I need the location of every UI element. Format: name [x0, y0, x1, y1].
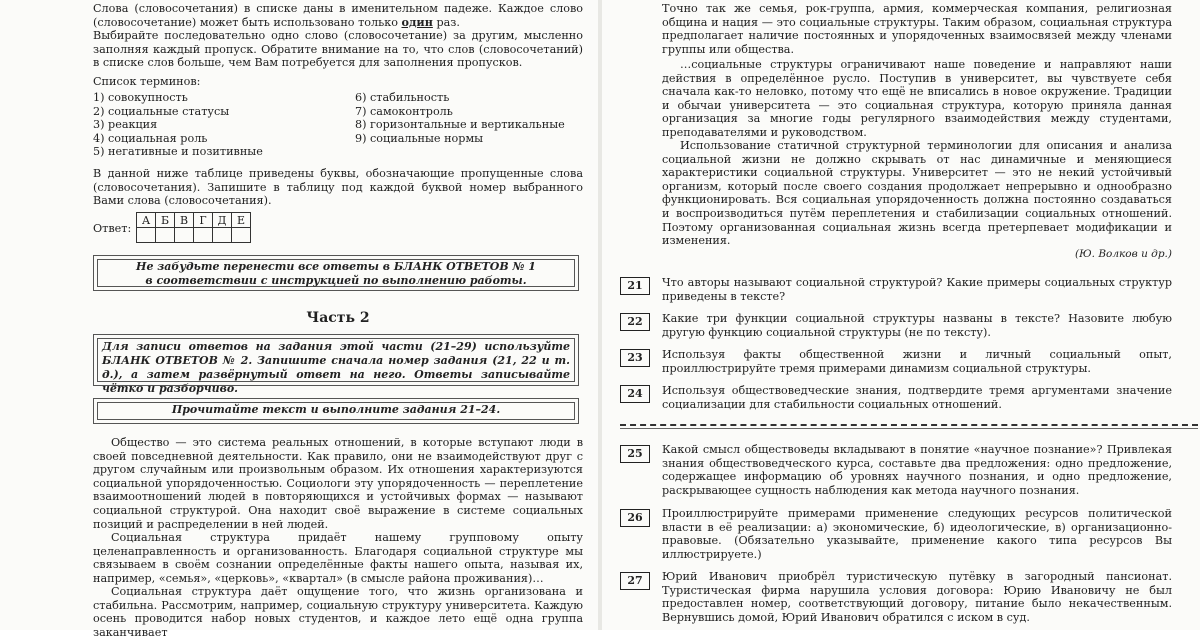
answer-letter: А	[137, 213, 156, 228]
part-instruction-box	[93, 334, 579, 395]
answer-cell[interactable]	[175, 228, 194, 243]
term-item: 2) социальные статусы	[93, 104, 230, 118]
answer-cell[interactable]	[137, 228, 156, 243]
question-text: Какой смысл обществоведы вкладывают в понятие «научное познание»? Привлекая знания обществоведческого курса, составьте два предложения: одно предложение, содержащее информацию об уровнях научного познания, и одно предложение, раскрывающее сущность наблюдения как метода научного познания.	[662, 443, 1172, 497]
term-item: 6) стабильность	[355, 91, 450, 104]
answer-label: Ответ:	[93, 222, 132, 235]
answer-letter: Б	[156, 213, 175, 228]
section-divider	[620, 428, 1198, 429]
text-paragraph: Общество — это система реальных отношений, в которые вступают люди в своей повседневной деятельности. Как правило, они не взаимодействуют друг с другом случайным или произвольным образом. Их отношения характеризуются социальной упорядоченностью. Социологи эту упорядоченность — переплетение взаимоотношений людей в повторяющихся и устойчивых формах — называют социальной структурой. Она находит своё выражение в системе социальных позиций и распределении в ней людей.	[93, 436, 583, 531]
terms-title: Список терминов:	[93, 75, 201, 88]
answer-cell[interactable]	[232, 228, 251, 243]
terms-list-col1	[93, 91, 343, 159]
read-instruction-text: Прочитайте текст и выполните задания 21–24.	[171, 403, 501, 416]
text-paragraph: Социальная структура придаёт нашему групповому опыту целенаправленность и организованность. Благодаря социальной структуре мы связываем в своём сознании определённые факты нашего опыта, называя их, например, «семья», «церковь», «квартал» (в смысле района проживания)…	[93, 531, 583, 585]
term-item: 3) реакция	[93, 118, 158, 132]
question-text: Какие три функции социальной структуры названы в тексте? Назовите любую другую функцию социальной структуры (не по тексту).	[662, 312, 1172, 339]
term-item: 4) социальная роль	[93, 131, 208, 145]
answer-letter: Е	[232, 213, 251, 228]
left-page	[0, 0, 598, 639]
table-instruction: В данной ниже таблице приведены буквы, обозначающие пропущенные слова (словосочетания). Запишите в таблицу под каждой буквой номер выбранного Вами слова (словосочетания).	[93, 167, 583, 208]
intro-paragraph-2: Выбирайте последовательно одно слово (словосочетание) за другим, мысленно заполняя каждый пропуск. Обратите внимание на то, что слов (словосочетаний) в списке слов больше, чем Вам потребуется для заполнения пропусков.	[93, 29, 583, 70]
question-text: Юрий Иванович приобрёл туристическую путёвку в загородный пансионат. Туристическая фирма нарушила условия договора: Юрию Ивановичу не был предоставлен номер, соответствующий договору, питание было некачественным. Вернувшись домой, Юрий Иванович обратился с иском в суд.	[662, 570, 1172, 624]
question-text: Проиллюстрируйте примерами применение следующих ресурсов политической власти в её реализации: а) экономические, б) идеологические, в) организационно-правовые. (Обязательно указывайте, применение какого типа ресурсов Вы иллюстрируете.)	[662, 507, 1172, 561]
answer-letter: Д	[213, 213, 232, 228]
answer-letter: В	[175, 213, 194, 228]
question-number: 22	[620, 313, 650, 331]
question-number: 21	[620, 277, 650, 295]
question-text: Используя факты общественной жизни и личный социальный опыт, проиллюстрируйте тремя примерами динамизм социальной структуры.	[662, 348, 1172, 375]
question-text: Что авторы называют социальной структурой? Какие примеры социальных структур приведены в тексте?	[662, 276, 1172, 303]
intro-paragraph: Слова (словосочетания) в списке даны в именительном падеже. Каждое слово (словосочетание) может быть использовано только один раз.	[93, 2, 583, 29]
question-number: 27	[620, 572, 650, 590]
question-number: 25	[620, 445, 650, 463]
term-item: 8) горизонтальные и вертикальные	[355, 118, 565, 132]
question-text: Используя обществоведческие знания, подтвердите тремя аргументами значение социализации для стабильности социальных отношений.	[662, 384, 1172, 411]
question-number: 23	[620, 349, 650, 367]
attribution: (Ю. Волков и др.)	[1075, 248, 1172, 260]
text-paragraph: …социальные структуры ограничивают наше поведение и направляют наши действия в определённое русло. Поступив в университет, вы чувствуете себя сначала как-то неловко, потому что ещё не вписались в новое окружение. Традиции и обычаи университета — это социальная структура, которую приняла данная организация за многие годы регулярного взаимодействия между студентами, преподавателями и руководством.	[662, 58, 1172, 139]
answer-cell[interactable]	[213, 228, 232, 243]
question-number: 24	[620, 385, 650, 403]
section-divider	[620, 424, 1198, 426]
read-instruction-box	[93, 398, 579, 424]
term-item: 5) негативные и позитивные	[93, 145, 263, 159]
right-page	[602, 0, 1200, 630]
question-number: 26	[620, 509, 650, 527]
text-paragraph: Использование статичной структурной терминологии для описания и анализа социальной жизни не должно скрывать от нас динамичные и меняющиеся характеристики социальной структуры. Университет — это не некий устойчивый организм, который после своего создания продолжает непрерывно и однообразно функционировать. Вся социальная упорядоченность должна постоянно создаваться и воспроизводиться путём переплетения и стабилизации социальных отношений. Поэтому организованная социальная жизнь всегда претерпевает модификации и изменения.	[662, 139, 1172, 248]
part-instruction-text: Для записи ответов на задания этой части (21–29) используйте БЛАНК ОТВЕТОВ № 2. Запишите сначала номер задания (21, 22 и т. д.), а затем развёрнутый ответ на него. Ответы записывайте чётко и разборчиво.	[102, 340, 570, 395]
answer-table	[136, 212, 251, 243]
terms-list-col2	[355, 91, 595, 145]
answer-cell[interactable]	[194, 228, 213, 243]
emphasis-one: один	[401, 14, 433, 29]
text-paragraph: Точно так же семья, рок-группа, армия, коммерческая компания, религиозная община и нация — это социальные структуры. Таким образом, социальная структура предполагает наличие постоянных и упорядоченных взаимосвязей между членами группы или общества.	[662, 2, 1172, 56]
term-item: 1) совокупность	[93, 91, 188, 104]
part-title: Часть 2	[306, 310, 370, 326]
term-item: 9) социальные нормы	[355, 131, 484, 145]
term-item: 7) самоконтроль	[355, 104, 453, 118]
answer-cell[interactable]	[156, 228, 175, 243]
answer-letter: Г	[194, 213, 213, 228]
reminder-text: Не забудьте перенести все ответы в БЛАНК ОТВЕТОВ № 1 в соответствии с инструкцией по выполнению работы.	[136, 260, 536, 287]
text-paragraph: Социальная структура даёт ощущение того, что жизнь организована и стабильна. Рассмотрим, например, социальную структуру университета. Каждую осень проводится набор новых студентов, и каждое лето ещё одна группа заканчивает	[93, 585, 583, 639]
reminder-box	[93, 255, 579, 291]
